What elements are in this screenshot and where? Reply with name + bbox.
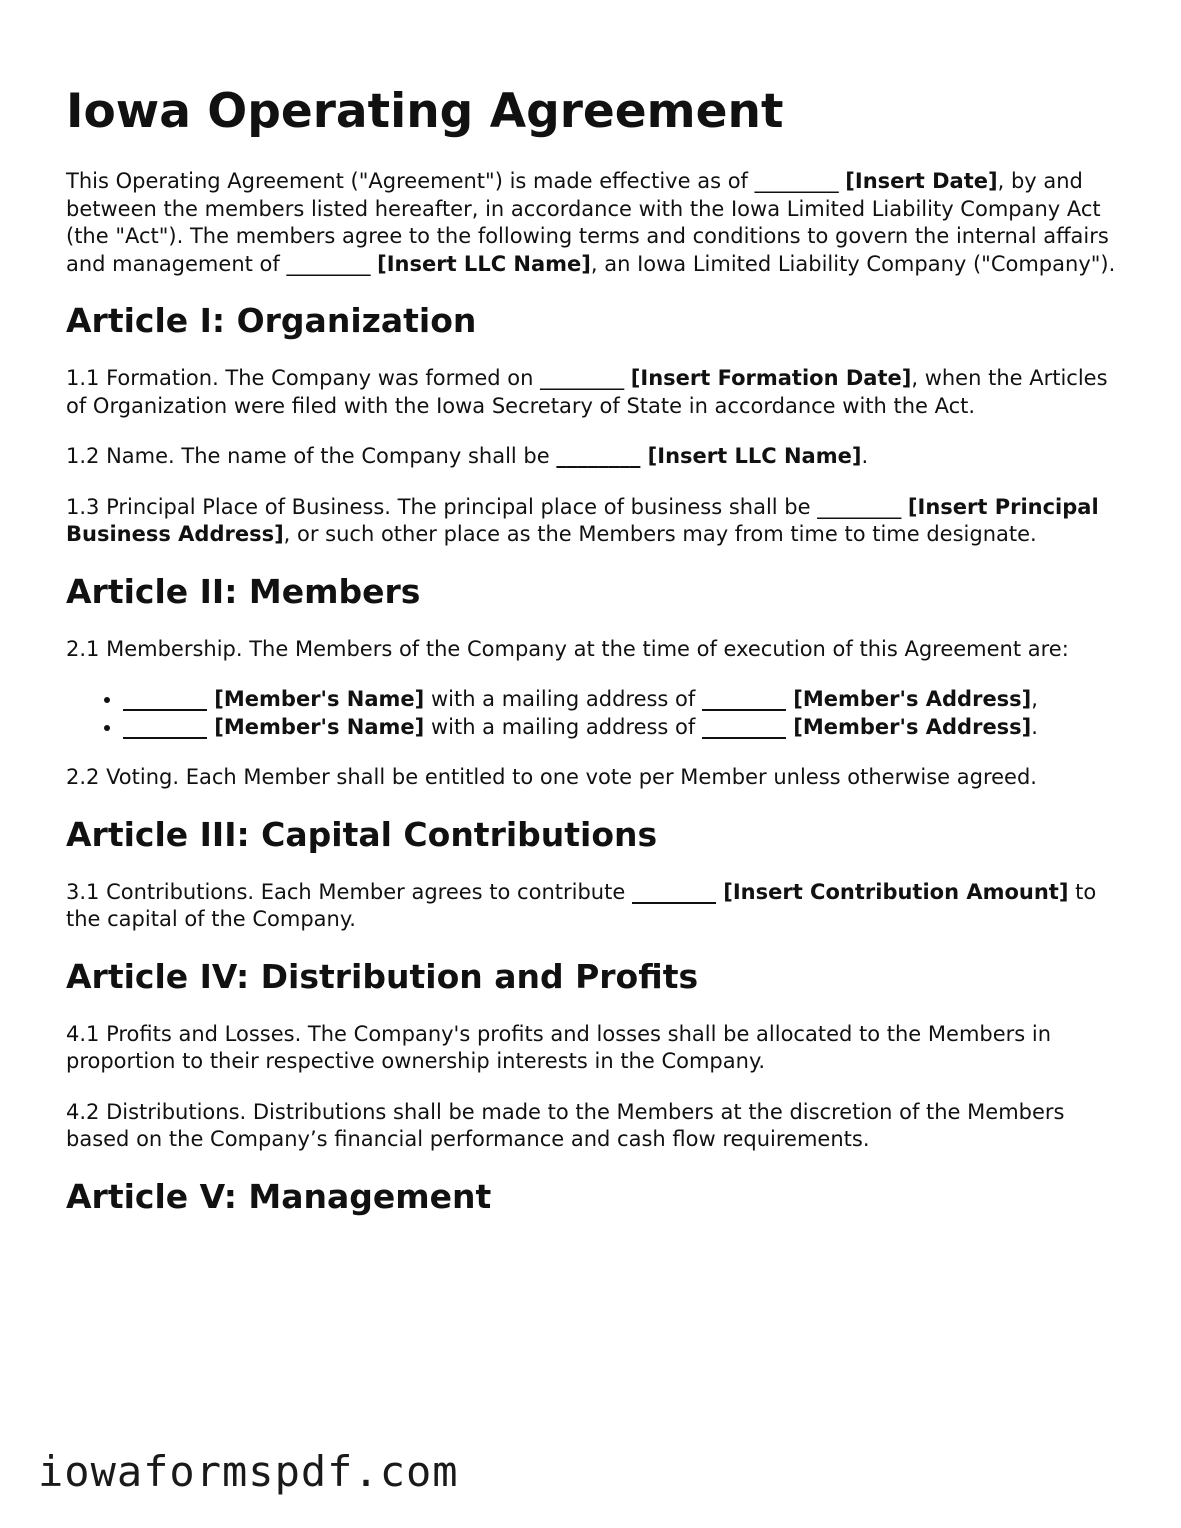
intro-paragraph xyxy=(66,168,1126,278)
article-4-heading: Article IV: Distribution and Profits xyxy=(66,956,699,996)
section-1-1-text-2: , when the Articles of Organization were filed with the Iowa Secretary of State in accordance with the Act. xyxy=(66,366,1108,418)
member-punct: , xyxy=(1031,687,1038,711)
business-address-placeholder: [Insert Principal Business Address] xyxy=(66,494,1099,546)
llc-name-placeholder: ________ [Insert LLC Name] xyxy=(556,444,862,468)
member-name-placeholder: ________ [Member's Name] xyxy=(123,687,425,711)
member-punct: . xyxy=(1031,714,1038,739)
member-text: with a mailing address of xyxy=(424,687,702,711)
member-address-placeholder: ________ [Member's Address] xyxy=(701,687,1032,711)
article-5-heading: Article V: Management xyxy=(66,1176,492,1216)
section-1-1-text-1: 1.1 Formation. The Company was formed on ________ xyxy=(66,366,631,390)
member-text: with a mailing address of xyxy=(424,714,702,739)
section-3-1-text-1: 3.1 Contributions. Each Member agrees to contribute xyxy=(66,879,632,904)
section-3-1 xyxy=(66,879,1126,934)
list-item xyxy=(123,686,1126,714)
watermark-text: iowaformspdf.com xyxy=(38,1447,459,1496)
article-3-heading: Article III: Capital Contributions xyxy=(66,814,658,854)
article-2-heading: Article II: Members xyxy=(66,571,421,611)
section-1-2-text-2: . xyxy=(861,444,869,468)
section-1-1 xyxy=(66,365,1126,420)
section-4-1: 4.1 Profits and Losses. The Company's profits and losses shall be allocated to the Members in proportion to their respective ownership interests in the Company. xyxy=(66,1021,1052,1073)
member-address-placeholder: ________ [Member's Address] xyxy=(701,714,1032,739)
section-2-2: 2.2 Voting. Each Member shall be entitled to one vote per Member unless otherwise agreed. xyxy=(66,765,1037,789)
section-2-1: 2.1 Membership. The Members of the Company at the time of execution of this Agreement are: xyxy=(66,636,1069,661)
insert-date-placeholder: [Insert Date] xyxy=(845,169,998,193)
intro-text-3: , an Iowa Limited Liability Company ("Company"). xyxy=(590,251,1116,276)
contribution-amount-placeholder: ________ [Insert Contribution Amount] xyxy=(631,879,1069,904)
section-3-1-text-2: to the capital of the Company. xyxy=(66,879,1097,931)
article-1-heading: Article I: Organization xyxy=(66,301,477,340)
members-list xyxy=(66,686,1126,741)
formation-date-placeholder: [Insert Formation Date] xyxy=(630,366,912,390)
section-1-3 xyxy=(66,494,1126,549)
document-body xyxy=(66,82,1126,1241)
section-4-2: 4.2 Distributions. Distributions shall be made to the Members at the discretion of the Members based on the Company’s financial performance and cash flow requirements. xyxy=(66,1099,1065,1151)
intro-text-2: , by and between the members listed hereafter, in accordance with the Iowa Limited Liability Company Act (the "Act"). The members agree to the following terms and conditions to govern the internal affairs and management of ________ xyxy=(66,169,1109,276)
section-1-2 xyxy=(66,443,1126,471)
section-1-3-text-2: , or such other place as the Members may from time to time designate. xyxy=(283,522,1037,546)
section-1-3-text-1: 1.3 Principal Place of Business. The principal place of business shall be ________ xyxy=(66,494,908,519)
member-name-placeholder: ________ [Member's Name] xyxy=(123,714,425,739)
insert-llc-name-placeholder: [Insert LLC Name] xyxy=(377,251,591,276)
section-1-2-text-1: 1.2 Name. The name of the Company shall be xyxy=(66,444,557,468)
intro-text-1: This Operating Agreement ("Agreement") is made effective as of ________ xyxy=(66,169,846,193)
page-title: Iowa Operating Agreement xyxy=(66,84,784,139)
list-item xyxy=(123,714,1126,742)
